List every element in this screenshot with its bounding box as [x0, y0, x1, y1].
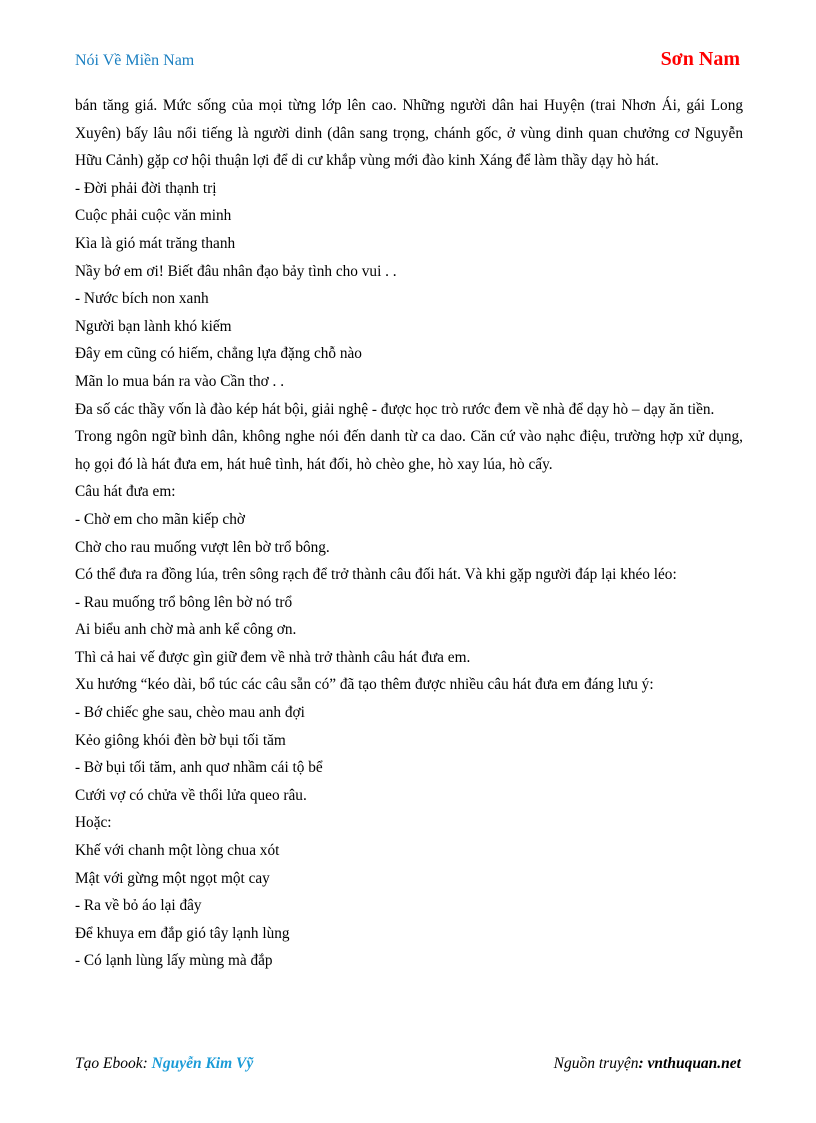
paragraph: - Bớ chiếc ghe sau, chèo mau anh đợi — [75, 704, 305, 722]
paragraph: Khế với chanh một lòng chua xót — [75, 842, 280, 860]
page-footer — [75, 1055, 741, 1077]
paragraph: Kìa là gió mát trăng thanh — [75, 234, 236, 252]
footer-ebook-name: Nguyễn Kim Vỹ — [151, 1055, 254, 1072]
paragraph: Hoặc: — [75, 814, 112, 832]
paragraph: - Chờ em cho mãn kiếp chờ — [75, 510, 245, 528]
paragraph: Mật với gừng một ngọt một cay — [75, 869, 270, 887]
header-book-title: Nói Về Miền Nam — [75, 52, 195, 69]
paragraph: - Bờ bụi tối tăm, anh quơ nhầm cái tộ bể — [75, 759, 323, 777]
paragraph: Nầy bớ em ơi! Biết đâu nhân đạo bảy tình cho vui . . — [75, 262, 397, 280]
footer-source-label: Nguồn truyện — [553, 1055, 639, 1072]
paragraph: - Ra về bỏ áo lại đây — [75, 897, 202, 915]
paragraph: Cuộc phải cuộc văn minh — [75, 207, 232, 225]
paragraph: Câu hát đưa em: — [75, 483, 176, 501]
paragraph: Kẻo giông khói đèn bờ bụi tối tăm — [75, 731, 286, 749]
paragraph: - Có lạnh lùng lấy mùng mà đắp — [75, 952, 273, 970]
paragraph: Có thể đưa ra đồng lúa, trên sông rạch để trở thành câu đối hát. Và khi gặp người đáp lại khéo léo: — [75, 566, 677, 584]
paragraph: - Rau muống trổ bông lên bờ nó trổ — [75, 593, 293, 611]
paragraph: Xu hướng “kéo dài, bổ túc các câu sẵn có” đã tạo thêm được nhiều câu hát đưa em đáng lưu ý: — [75, 676, 654, 694]
paragraph: Ai biểu anh chờ mà anh kể công ơn. — [75, 621, 297, 639]
paragraph: Để khuya em đắp gió tây lạnh lùng — [75, 924, 290, 942]
paragraph: Thì cả hai vế được gìn giữ đem về nhà trở thành câu hát đưa em. — [75, 648, 471, 666]
footer-source-site: vnthuquan.net — [647, 1055, 741, 1072]
paragraph: Đa số các thầy vốn là đào kép hát bội, giải nghệ - được học trò rước đem về nhà để dạy hò – dạy ăn tiền. — [75, 400, 715, 418]
body-text — [75, 92, 743, 975]
paragraph: - Nước bích non xanh — [75, 290, 209, 308]
paragraph: Đây em cũng có hiếm, chẳng lựa đặng chỗ nào — [75, 345, 362, 363]
paragraph: bán tăng giá. Mức sống của mọi từng lớp lên cao. Những người dân hai Huyện (trai Nhơn Ái, gái Long Xuyên) bấy lâu nổi tiếng là người dinh (dân sang trọng, chánh gốc, ở vùng dinh quan chưởng cơ Nguyễn Hữu Cảnh) gặp cơ hội thuận lợi để di cư khắp vùng mới đào kinh Xáng để làm thầy dạy hò hát. — [75, 97, 743, 170]
paragraph: Mãn lo mua bán ra vào Cần thơ . . — [75, 372, 285, 390]
paragraph: - Đời phải đời thạnh trị — [75, 179, 217, 197]
paragraph: Chờ cho rau muống vượt lên bờ trổ bông. — [75, 538, 330, 556]
footer-ebook-label: Tạo Ebook — [75, 1055, 143, 1072]
header-author: Sơn Nam — [660, 48, 740, 70]
paragraph: Người bạn lành khó kiếm — [75, 317, 232, 335]
footer-ebook-credit: Tạo Ebook: Nguyễn Kim Vỹ — [75, 1055, 254, 1072]
paragraph: Cưới vợ có chửa về thổi lửa queo râu. — [75, 786, 307, 804]
paragraph: Trong ngôn ngữ bình dân, không nghe nói đến danh từ ca dao. Căn cứ vào nạhc điệu, trường hợp xử dụng, họ gọi đó là hát đưa em, hát huê tình, hát đối, hò chèo ghe, hò xay lúa, hò cấy. — [75, 428, 743, 473]
footer-source: Nguồn truyện: vnthuquan.net — [553, 1055, 741, 1072]
